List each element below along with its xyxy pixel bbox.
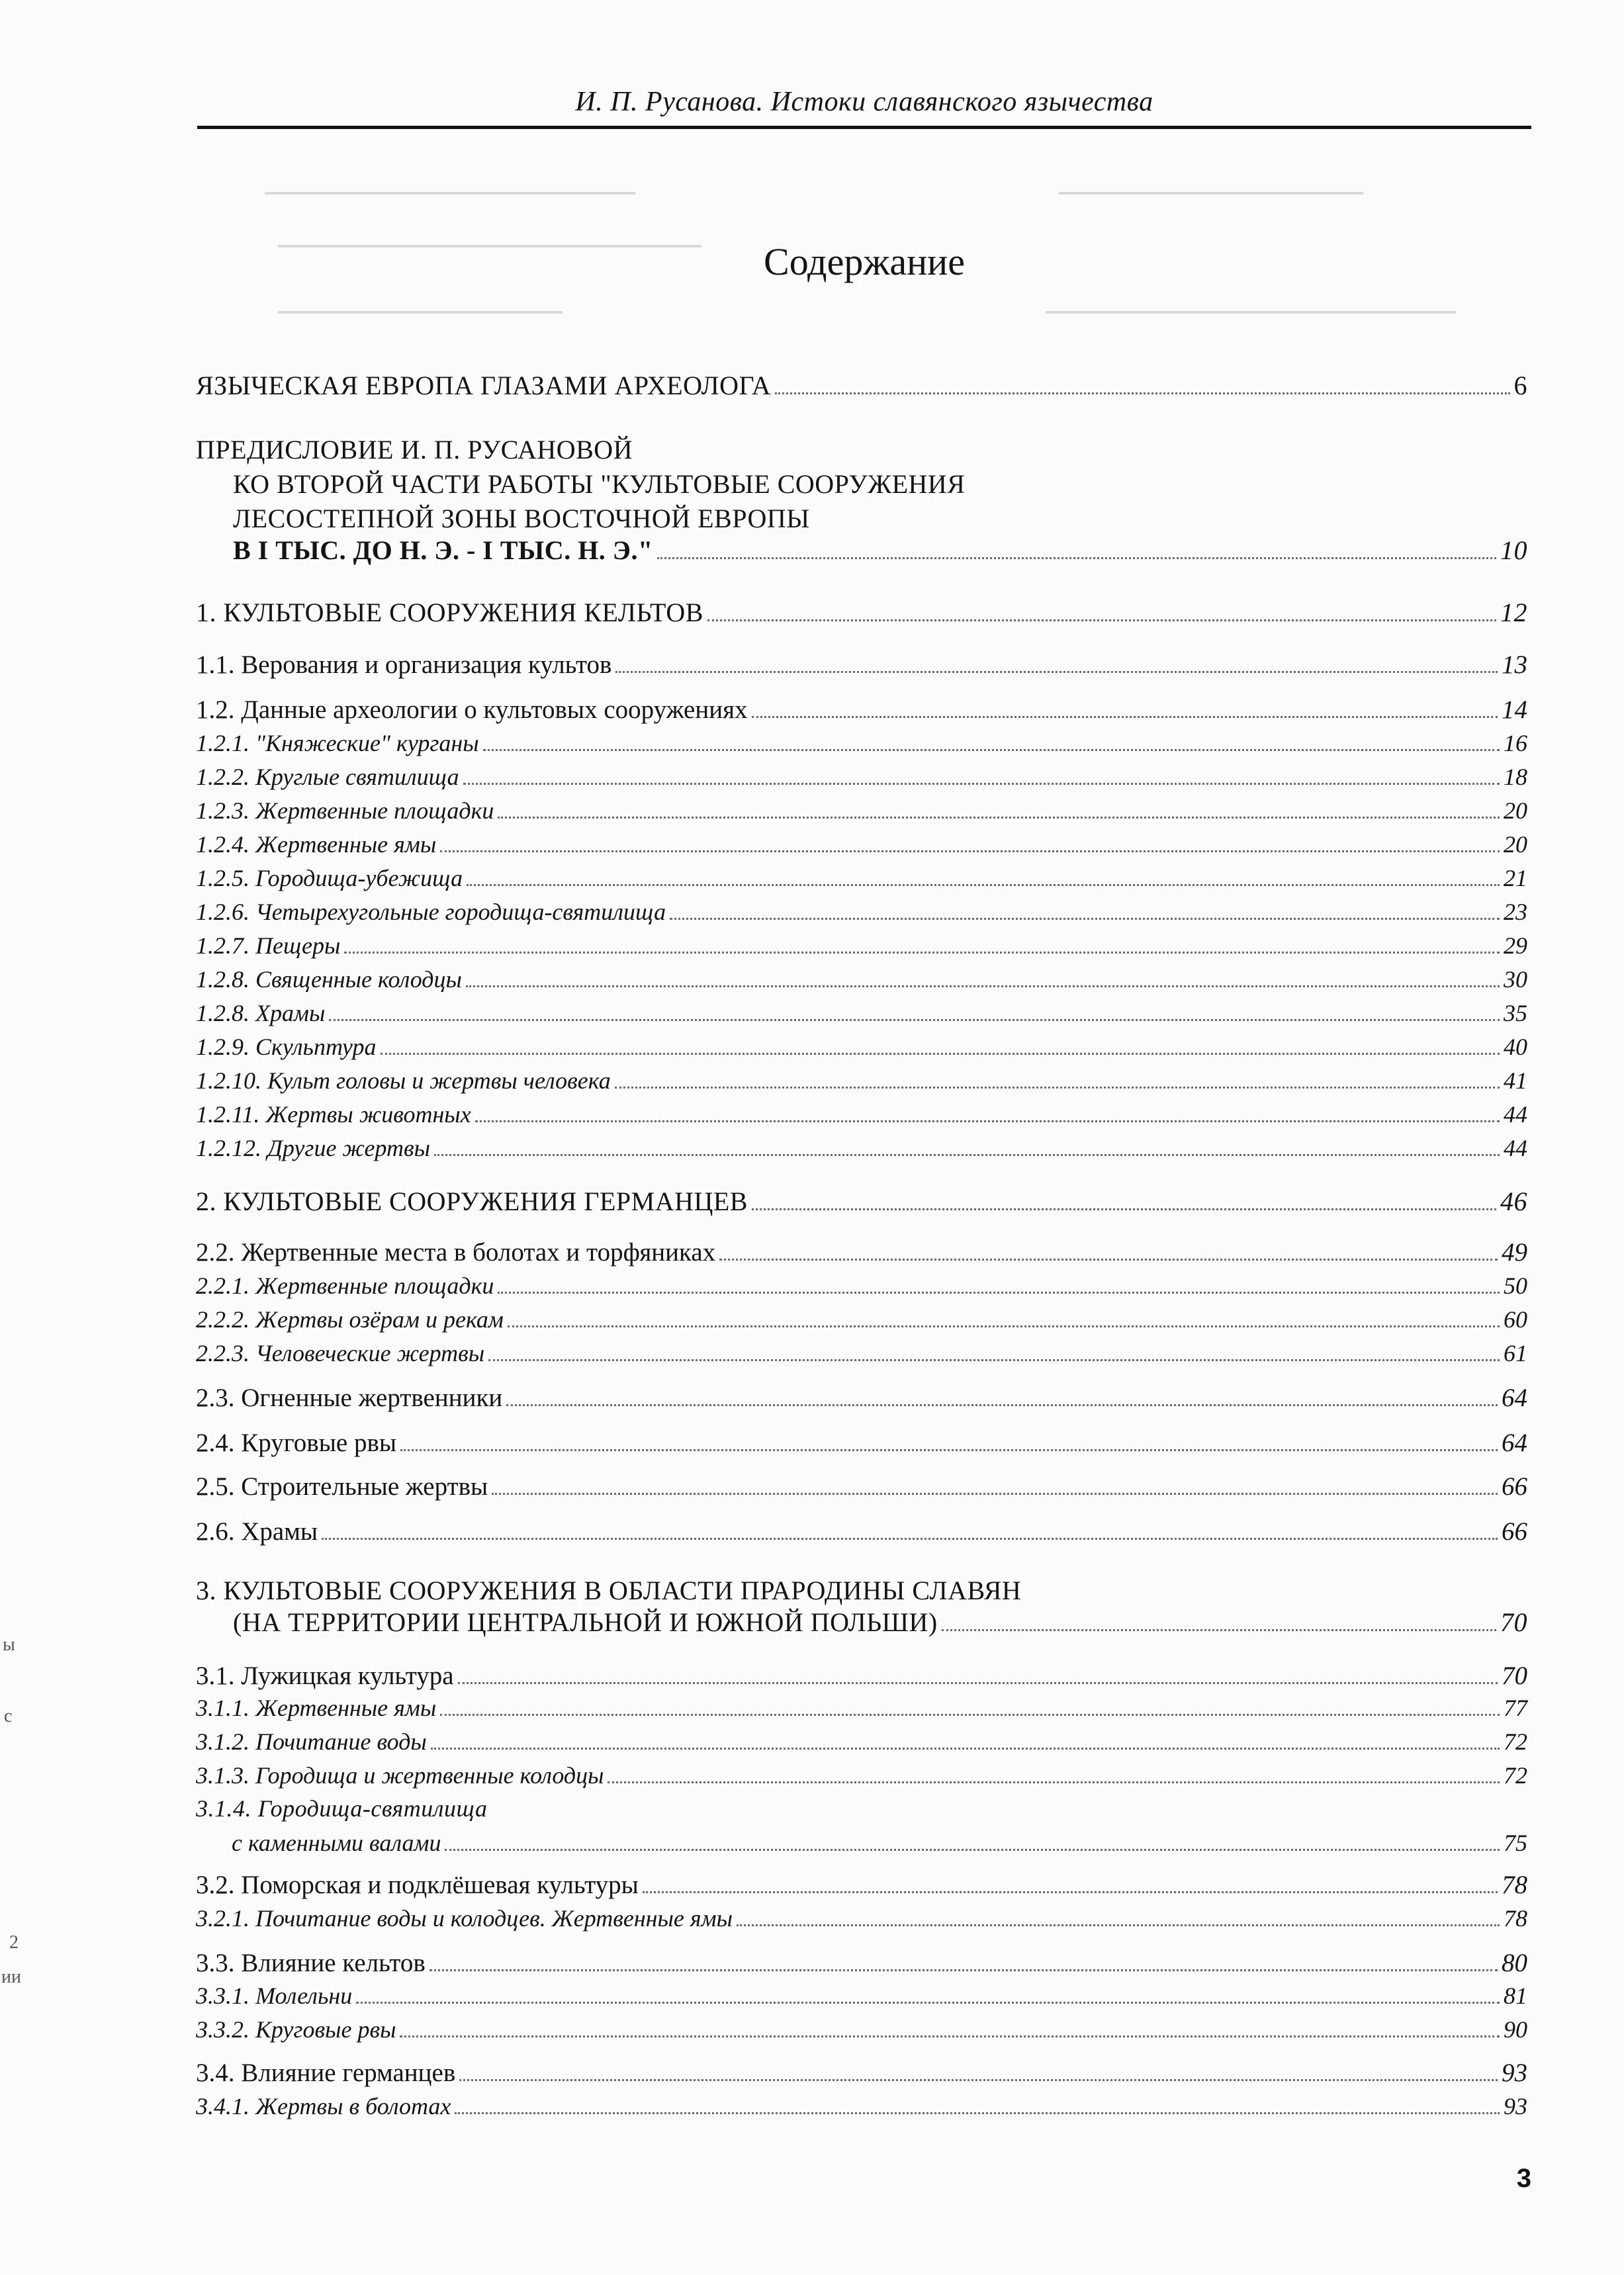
toc-entry[interactable]: 3.1.2. Почитание воды 72 — [196, 1728, 1527, 1755]
preface-line-2: КО ВТОРОЙ ЧАСТИ РАБОТЫ "КУЛЬТОВЫЕ СООРУЖЕНИЯ — [233, 469, 966, 499]
toc-entry[interactable]: 2.2.1. Жертвенные площадки 50 — [196, 1272, 1527, 1299]
toc-entry[interactable]: 2.6. Храмы 66 — [196, 1517, 1527, 1546]
toc-entry[interactable]: 1.2.6. Четырехугольные городища-святилища 23 — [196, 899, 1527, 925]
page-number: 3 — [1516, 2164, 1531, 2193]
margin-mark: ы — [3, 1634, 15, 1655]
toc-entry[interactable]: 2.2.2. Жертвы озёрам и рекам 60 — [196, 1306, 1527, 1333]
toc-entry-label-line: 3.1.4. Городища-святилища — [196, 1795, 488, 1822]
toc-entry-chapter-2[interactable]: 2. КУЛЬТОВЫЕ СООРУЖЕНИЯ ГЕРМАНЦЕВ 46 — [196, 1186, 1527, 1216]
margin-mark: 2 — [9, 1932, 19, 1953]
toc-entry[interactable]: 3.2.1. Почитание воды и колодцев. Жертвенные ямы 78 — [196, 1905, 1527, 1932]
toc-entry[interactable]: 1.2.5. Городища-убежища 21 — [196, 865, 1527, 891]
toc-entry[interactable]: 1.2.10. Культ головы и жертвы человека 41 — [196, 1067, 1527, 1094]
toc-entry[interactable]: 1.2.1. "Княжеские" курганы 16 — [196, 730, 1527, 756]
toc-entry[interactable]: 3.2. Поморская и подклёшевая культуры 78 — [196, 1871, 1527, 1899]
toc-entry[interactable]: 2.2.3. Человеческие жертвы 61 — [196, 1340, 1527, 1366]
toc-entry[interactable]: 1.2.4. Жертвенные ямы 20 — [196, 831, 1527, 858]
chapter-3-line-1: 3. КУЛЬТОВЫЕ СООРУЖЕНИЯ В ОБЛАСТИ ПРАРОДИНЫ СЛАВЯН — [196, 1576, 1022, 1605]
scan-noise — [1059, 192, 1363, 195]
toc-entry[interactable]: 3.3.1. Молельни 81 — [196, 1983, 1527, 2009]
toc-entry-chapter-1[interactable]: 1. КУЛЬТОВЫЕ СООРУЖЕНИЯ КЕЛЬТОВ 12 — [196, 598, 1527, 627]
preface-line-1: ПРЕДИСЛОВИЕ И. П. РУСАНОВОЙ — [196, 435, 633, 465]
toc-entry[interactable]: 2.4. Круговые рвы 64 — [196, 1429, 1527, 1457]
toc-entry[interactable]: 3.4.1. Жертвы в болотах 93 — [196, 2093, 1527, 2119]
toc-entry[interactable]: 1.2.7. Пещеры 29 — [196, 932, 1527, 959]
toc-entry[interactable]: 3.1. Лужицкая культура 70 — [196, 1662, 1527, 1690]
toc-entry[interactable]: 1.2. Данные археологии о культовых сооружениях 14 — [196, 695, 1527, 724]
scan-noise — [1046, 311, 1456, 314]
page-title: Содержание — [764, 240, 965, 283]
scan-noise — [265, 192, 635, 195]
toc-entry[interactable]: 2.3. Огненные жертвенники 64 — [196, 1384, 1527, 1412]
toc-entry[interactable]: 3.3. Влияние кельтов 80 — [196, 1949, 1527, 1977]
toc-entry[interactable]: с каменными валами 75 — [232, 1830, 1527, 1856]
toc-entry-chapter-3[interactable]: (НА ТЕРРИТОРИИ ЦЕНТРАЛЬНОЙ И ЮЖНОЙ ПОЛЬШИ) 70 — [233, 1607, 1527, 1637]
toc-entry[interactable]: 1.2.8. Священные колодцы 30 — [196, 966, 1527, 993]
toc-entry[interactable]: 1.2.8. Храмы 35 — [196, 1000, 1527, 1026]
scan-noise — [278, 311, 563, 314]
toc-entry[interactable]: 3.3.2. Круговые рвы 90 — [196, 2016, 1527, 2043]
margin-mark: с — [4, 1706, 13, 1726]
toc-entry[interactable]: 3.1.1. Жертвенные ямы 77 — [196, 1695, 1527, 1721]
toc-entry[interactable]: 1.1. Верования и организация культов 13 — [196, 650, 1527, 679]
toc-entry[interactable]: 3.1.3. Городища и жертвенные колодцы 72 — [196, 1762, 1527, 1789]
toc-entry[interactable]: 2.5. Строительные жертвы 66 — [196, 1472, 1527, 1501]
running-header: И. П. Русанова. Истоки славянского язычества — [575, 87, 1153, 117]
toc-entry[interactable]: 1.2.12. Другие жертвы 44 — [196, 1135, 1527, 1161]
toc-entry[interactable]: 3.4. Влияние германцев 93 — [196, 2059, 1527, 2087]
preface-line-3: ЛЕСОСТЕПНОЙ ЗОНЫ ВОСТОЧНОЙ ЕВРОПЫ — [233, 504, 810, 533]
margin-mark: ии — [1, 1967, 21, 1987]
toc-entry[interactable]: 1.2.2. Круглые святилища 18 — [196, 764, 1527, 790]
toc-entry[interactable]: 2.2. Жертвенные места в болотах и торфяниках 49 — [196, 1238, 1527, 1267]
toc-entry-preface[interactable]: В I ТЫС. ДО Н. Э. - I ТЫС. Н. Э." 10 — [233, 535, 1527, 565]
toc-entry[interactable]: 1.2.11. Жертвы животных 44 — [196, 1101, 1527, 1128]
toc-entry[interactable]: 1.2.9. Скульптура 40 — [196, 1034, 1527, 1060]
header-rule — [197, 126, 1531, 129]
toc-entry[interactable]: 1.2.3. Жертвенные площадки 20 — [196, 797, 1527, 824]
toc-entry-intro[interactable]: ЯЗЫЧЕСКАЯ ЕВРОПА ГЛАЗАМИ АРХЕОЛОГА 6 — [196, 371, 1527, 400]
